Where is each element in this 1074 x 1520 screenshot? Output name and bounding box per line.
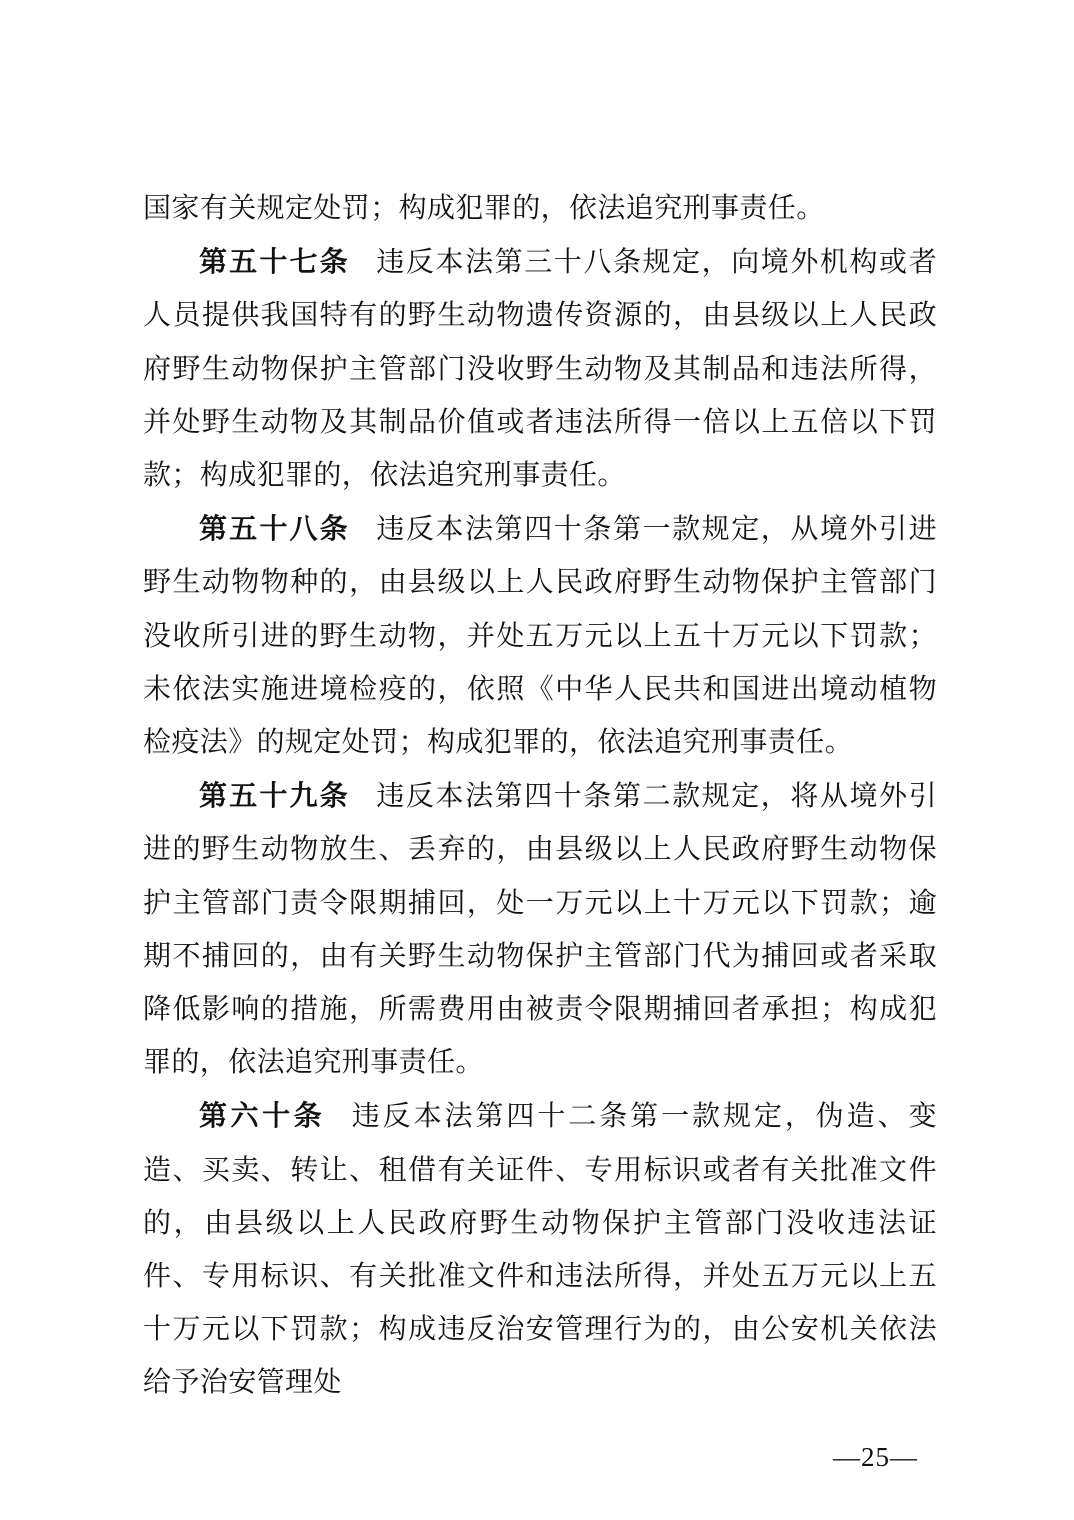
article-number: 第五十九条	[199, 780, 350, 812]
paragraph	[143, 182, 937, 235]
article-text: 违反本法第四十条第一款规定，从境外引进野生动物物种的，由县级以上人民政府野生动物保护主管部门没收所引进的野生动物，并处五万元以上五十万元以下罚款；未依法实施进境检疫的，依照《中华人民共和国进出境动植物检疫法》的规定处罚；构成犯罪的，依法追究刑事责任。	[143, 514, 937, 759]
paragraph	[143, 769, 937, 1089]
article-number: 第六十条	[199, 1100, 326, 1132]
article-text: 国家有关规定处罚；构成犯罪的，依法追究刑事责任。	[143, 193, 825, 224]
paragraph	[143, 1089, 937, 1409]
page-number: —25—	[833, 1442, 918, 1472]
article-text: 违反本法第四十二条第一款规定，伪造、变造、买卖、转让、租借有关证件、专用标识或者有关批准文件的，由县级以上人民政府野生动物保护主管部门没收违法证件、专用标识、有关批准文件和违法所得，并处五万元以上五十万元以下罚款；构成违反治安管理行为的，由公安机关依法给予治安管理处	[143, 1101, 937, 1399]
article-text: 违反本法第三十八条规定，向境外机构或者人员提供我国特有的野生动物遗传资源的，由县级以上人民政府野生动物保护主管部门没收野生动物及其制品和违法所得，并处野生动物及其制品价值或者违法所得一倍以上五倍以下罚款；构成犯罪的，依法追究刑事责任。	[143, 247, 937, 492]
paragraph	[143, 502, 937, 769]
paragraph	[143, 235, 937, 502]
article-number: 第五十八条	[199, 513, 350, 545]
article-text: 违反本法第四十条第二款规定，将从境外引进的野生动物放生、丢弃的，由县级以上人民政府野生动物保护主管部门责令限期捕回，处一万元以上十万元以下罚款；逾期不捕回的，由有关野生动物保护主管部门代为捕回或者采取降低影响的措施，所需费用由被责令限期捕回者承担；构成犯罪的，依法追究刑事责任。	[143, 781, 937, 1079]
article-number: 第五十七条	[199, 246, 350, 278]
document-body	[143, 182, 937, 1410]
